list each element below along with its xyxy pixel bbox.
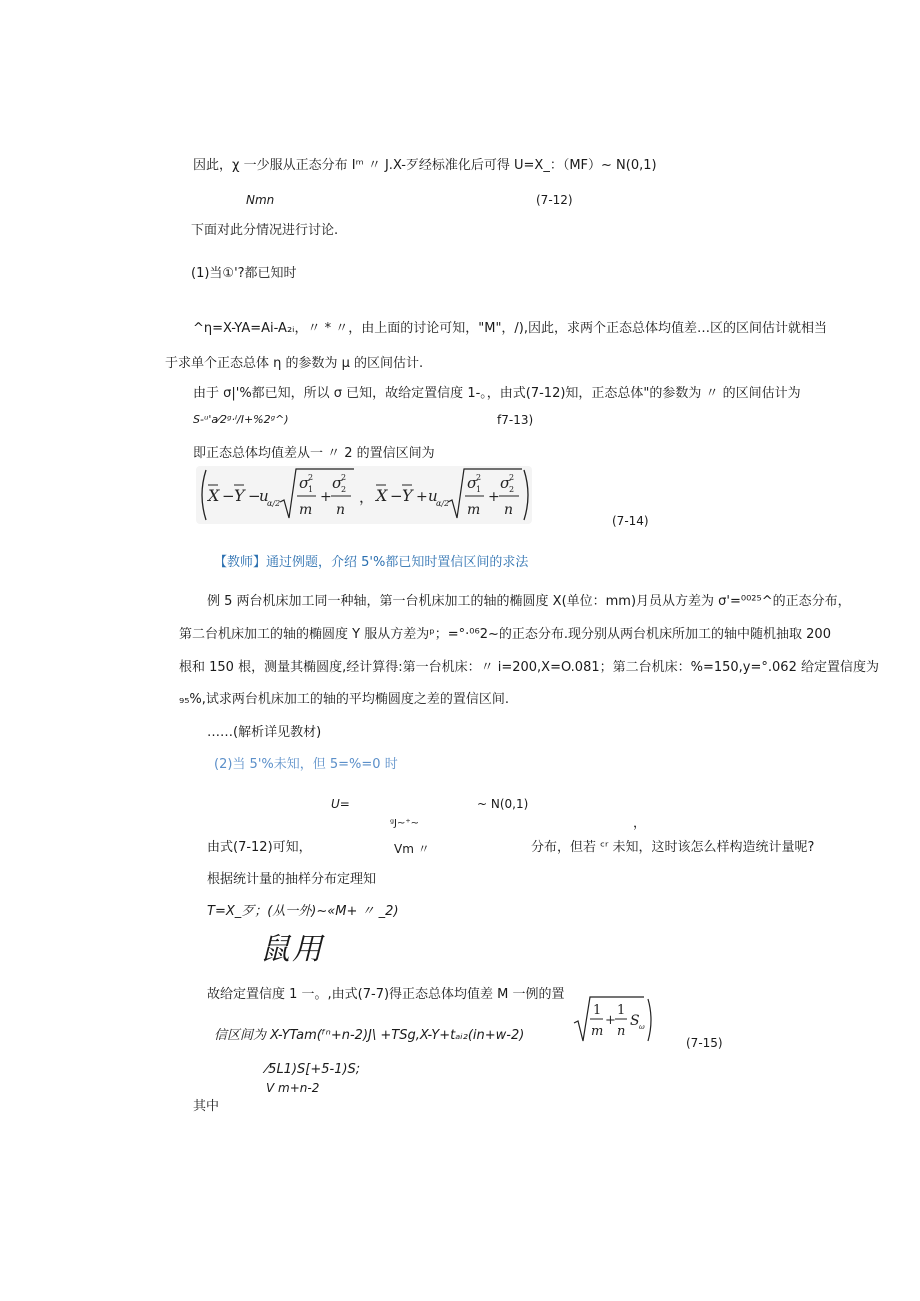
one-symbol-1: 1: [593, 1003, 602, 1018]
bar-x-symbol-2: X: [376, 486, 388, 505]
u-alpha-subscript-2: α/2: [436, 499, 450, 508]
line-mean-diff-interval: 即正态总体均值差从一 〃 2 的置信区间为: [193, 446, 435, 461]
equation-number-7-12: (7-12): [536, 193, 573, 207]
pooled-variance-top: ⁄5L1)S[+5-1)S;: [266, 1062, 361, 1077]
example-5-line-3: 根和 150 根，测量其椭圆度,经计算得:第一台机床：〃 i=200,X=O.081；第二台机床：%=150,y=°.062 给定置信度为: [179, 660, 879, 675]
sigma-1-symbol: σ: [299, 474, 310, 492]
minus-sign-1: −: [222, 487, 235, 505]
plus-sign-2: +: [416, 489, 428, 505]
line-eta-definition: ^η=X-YA=Ai-A₂ᵢ，〃 * 〃，由上面的讨论可知，"M"，/),因此，求两个正态总体均值差…区的区间估计就相当: [193, 321, 828, 336]
line-known-variance: 由于 σ|'%都已知，所以 σ 已知，故给定置信度 1-。，由式(7-12)知，正态总体"的参数为 〃 的区间估计为: [193, 386, 801, 401]
line-equivalent: 于求单个正态总体 η 的参数为 μ 的区间估计.: [165, 356, 424, 371]
analysis-note: ……(解析详见教材): [207, 725, 322, 740]
minus-sign-3: −: [390, 487, 403, 505]
sigma-2-subscript-2: 2: [509, 485, 515, 494]
t-statistic-line: T=X_歹；(从一外)~«M+ 〃 _2): [207, 904, 399, 919]
sigma-2-superscript-2: 2: [509, 473, 515, 482]
sigma-2-subscript: 2: [341, 485, 347, 494]
s-subscript: ω: [639, 1023, 645, 1031]
sigma-2-superscript: 2: [341, 473, 347, 482]
n-symbol-2: n: [504, 502, 514, 518]
line-where: 其中: [193, 1099, 220, 1114]
bar-x-symbol: X: [208, 486, 220, 505]
formula-7-14-svg: [196, 466, 532, 524]
example-5-line-4: ₉₅%,试求两台机床加工的轴的平均椭圆度之差的置信区间.: [179, 692, 510, 707]
example-5-line-2: 第二台机床加工的轴的椭圆度 Y 服从方差为ᵖ；=°·⁰⁶2~的正态分布.现分别从两台机床所加工的轴中随机抽取 200: [179, 627, 831, 642]
u-alpha-symbol: u: [259, 487, 269, 505]
left-parenthesis: [202, 470, 206, 520]
plus-sign-1: +: [320, 489, 332, 505]
n-symbol-3: n: [617, 1024, 626, 1039]
teacher-note: 【教师】通过例题，介绍 5'%都已知时置信区间的求法: [214, 555, 529, 570]
equation-number-7-13: f7-13): [497, 413, 534, 427]
formula-sqrt-svg: [572, 995, 654, 1045]
line-nmn: Nmn: [246, 193, 275, 207]
line-sampling-theorem: 根据统计量的抽样分布定理知: [207, 872, 377, 887]
line-vm: Vm 〃: [394, 842, 430, 856]
bar-y-symbol: Y: [234, 486, 245, 505]
n-symbol-1: n: [336, 502, 346, 518]
pooled-variance-bottom: V m+n-2: [266, 1081, 320, 1095]
m-symbol-1: m: [299, 502, 313, 518]
line-given-confidence: 故给定置信度 1 一。,由式(7-7)得正态总体均值差 M 一例的置: [207, 987, 565, 1002]
example-5-line-1: 例 5 两台机床加工同一种轴，第一台机床加工的轴的椭圆度 X(单位：mm)月员从方差为 σ'=⁰⁰²⁵^的正态分布，: [207, 594, 851, 609]
line-from-712: 由式(7-12)可知，: [207, 840, 312, 855]
m-symbol-2: m: [467, 502, 481, 518]
line-interval-715: 信区间为 X-YTam(ᶠⁿ+n-2)J\ +TSg,X-Y+tₐᵢ₂(in+w-2): [214, 1028, 525, 1043]
sigma-2-symbol: σ: [332, 474, 343, 492]
u-comma: ，: [633, 816, 647, 831]
line-interval-713: S-ᵘ'a⁄2ᵍ·ᴵ/I+%2ᵍ^): [193, 413, 289, 426]
bar-y-symbol-2: Y: [402, 486, 413, 505]
case-2-heading: (2)当 5'%未知，但 5=%=0 时: [214, 757, 398, 772]
sigma-1-superscript-2: 2: [476, 473, 482, 482]
line-discussion: 下面对此分情况进行讨论.: [191, 223, 339, 238]
plus-sign-3: +: [488, 489, 500, 505]
right-parenthesis-2: [648, 999, 651, 1041]
m-symbol-3: m: [591, 1024, 604, 1039]
line-intro: 因此，χ 一少服从正态分布 Iᵐ 〃 J.X-歹经标准化后可得 U=X_：（MF）~ N(0,1): [193, 158, 657, 173]
one-symbol-2: 1: [617, 1003, 626, 1018]
case-1-heading: (1)当①'?都已知时: [191, 266, 297, 281]
sigma-1-subscript: 1: [308, 485, 314, 494]
sigma-2-symbol-2: σ: [500, 474, 511, 492]
formula-sqrt-sw: [572, 995, 654, 1045]
plus-sign-4: +: [605, 1013, 616, 1028]
u-alpha-subscript: α/2: [267, 499, 281, 508]
minus-sign-2: −: [248, 487, 261, 505]
equation-number-7-15: (7-15): [686, 1036, 723, 1050]
right-parenthesis: [524, 470, 528, 520]
formula-7-14: [196, 466, 532, 524]
equation-number-7-14: (7-14): [612, 514, 649, 528]
u-equation-dist: ~ N(0,1): [477, 797, 529, 811]
sigma-1-symbol-2: σ: [467, 474, 478, 492]
s-symbol: S: [630, 1013, 640, 1029]
sigma-1-subscript-2: 1: [476, 485, 482, 494]
script-formula-image: 鼠用: [260, 932, 324, 967]
u-alpha-symbol-2: u: [428, 487, 438, 505]
u-equation-lhs: U=: [331, 797, 350, 811]
sigma-1-superscript: 2: [308, 473, 314, 482]
u-fraction-bottom: ᵍJ~⁺~: [390, 818, 420, 829]
line-construct-statistic: 分布，但若 ᶜʳ 未知，这时该怎么样构造统计量呢?: [531, 840, 815, 855]
comma-separator: ，: [359, 488, 375, 506]
